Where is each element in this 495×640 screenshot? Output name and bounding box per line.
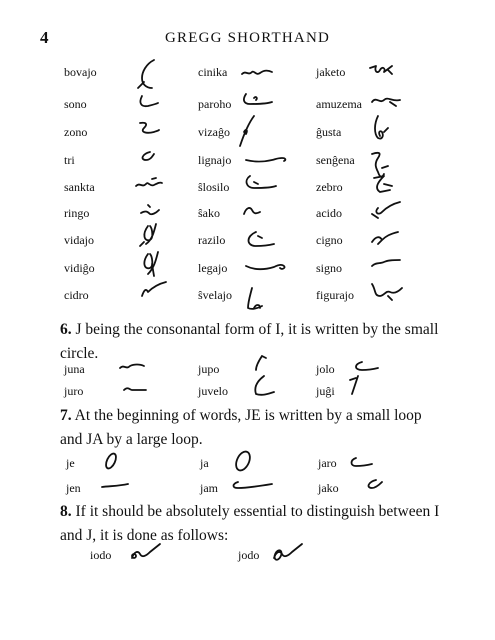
- word-jupo: jupo: [198, 362, 220, 376]
- word-cigno: cigno: [316, 233, 343, 247]
- shorthand-jodo: [270, 540, 304, 562]
- word-gusta: ĝusta: [316, 125, 342, 139]
- shorthand-jam: [230, 476, 274, 492]
- word-sako: ŝako: [198, 206, 220, 220]
- shorthand-cinika: [240, 64, 274, 80]
- shorthand-sako: [240, 200, 262, 218]
- shorthand-juna: [118, 358, 146, 374]
- shorthand-lignajo: [244, 150, 290, 166]
- word-figurajo: figurajo: [316, 288, 354, 302]
- shorthand-ringo: [138, 202, 162, 218]
- word-jodo: jodo: [238, 548, 260, 562]
- shorthand-legajo: [244, 256, 288, 276]
- shorthand-amuzema: [370, 92, 404, 110]
- word-cinika: cinika: [198, 65, 228, 79]
- shorthand-je: [102, 450, 120, 472]
- section-7-paragraph: [60, 404, 440, 452]
- shorthand-iodo: [128, 540, 162, 562]
- shorthand-slosilo: [240, 172, 280, 194]
- word-sengena: senĝena: [316, 153, 355, 167]
- running-head: GREGG SHORTHAND: [164, 30, 331, 46]
- word-jaro: jaro: [318, 456, 337, 470]
- word-sankta: sankta: [64, 180, 95, 194]
- shorthand-tri: [136, 148, 158, 164]
- shorthand-cigno: [370, 228, 400, 246]
- word-ja: ja: [200, 456, 209, 470]
- word-jam: jam: [200, 481, 218, 495]
- word-acido: acido: [316, 206, 342, 220]
- section-7-text: At the beginning of words, JE is written by a small loop and JA by a large loop.: [60, 407, 422, 448]
- word-zono: zono: [64, 125, 88, 139]
- word-jen: jen: [66, 481, 81, 495]
- shorthand-gusta: [370, 114, 392, 144]
- word-juro: juro: [64, 384, 84, 398]
- word-cidro: cidro: [64, 288, 89, 302]
- word-jolo: jolo: [316, 362, 335, 376]
- section-8-text: If it should be absolutely essential to distinguish between I and J, it is done as follows:: [60, 503, 440, 544]
- word-slosilo: ŝlosilo: [198, 180, 230, 194]
- shorthand-vidajo: [138, 222, 164, 250]
- word-razilo: razilo: [198, 233, 226, 247]
- section-6-text: J being the consonantal form of I, it is written by the small circle.: [60, 321, 439, 362]
- shorthand-zono: [136, 120, 162, 138]
- word-paroho: paroho: [198, 97, 232, 111]
- word-zebro: zebro: [316, 180, 343, 194]
- shorthand-jolo: [350, 358, 380, 374]
- shorthand-figurajo: [370, 280, 404, 302]
- shorthand-acido: [368, 200, 402, 220]
- word-bovajo: bovajo: [64, 65, 97, 79]
- shorthand-juvelo: [250, 374, 276, 398]
- word-vidajo: vidajo: [64, 233, 94, 247]
- word-jugi: juĝi: [316, 384, 335, 398]
- word-juvelo: juvelo: [198, 384, 228, 398]
- word-svelajo: ŝvelajo: [198, 288, 232, 302]
- shorthand-paroho: [240, 90, 274, 110]
- word-je: je: [66, 456, 75, 470]
- word-jako: jako: [318, 481, 339, 495]
- section-6-number: 6.: [60, 321, 72, 338]
- section-6-paragraph: [60, 318, 440, 366]
- word-legajo: legajo: [198, 261, 228, 275]
- word-amuzema: amuzema: [316, 97, 362, 111]
- shorthand-cidro: [138, 280, 170, 300]
- page-number: 4: [40, 28, 49, 47]
- word-ringo: ringo: [64, 206, 90, 220]
- shorthand-zebro: [370, 174, 396, 196]
- word-vizago: vizaĝo: [198, 125, 230, 139]
- shorthand-ja: [232, 448, 254, 474]
- shorthand-bovajo: [130, 58, 166, 92]
- shorthand-svelajo: [242, 286, 272, 314]
- word-signo: signo: [316, 261, 343, 275]
- word-jaketo: jaketo: [316, 65, 346, 79]
- word-tri: tri: [64, 153, 75, 167]
- shorthand-jako: [362, 476, 386, 492]
- shorthand-vizago: [236, 114, 260, 150]
- word-iodo: iodo: [90, 548, 112, 562]
- shorthand-jaro: [346, 454, 374, 470]
- section-7-number: 7.: [60, 407, 72, 424]
- shorthand-sono: [136, 94, 160, 110]
- shorthand-juro: [122, 380, 148, 396]
- word-vidigo: vidiĝo: [64, 261, 95, 275]
- shorthand-jupo: [252, 352, 270, 372]
- section-8-number: 8.: [60, 503, 72, 520]
- shorthand-sankta: [134, 176, 164, 192]
- word-juna: juna: [64, 362, 85, 376]
- word-sono: sono: [64, 97, 87, 111]
- shorthand-jugi: [346, 374, 364, 398]
- shorthand-jen: [100, 480, 130, 492]
- shorthand-jaketo: [368, 62, 396, 80]
- shorthand-signo: [370, 254, 402, 270]
- shorthand-vidigo: [138, 250, 164, 278]
- section-8-paragraph: [60, 500, 440, 548]
- shorthand-razilo: [242, 228, 276, 250]
- word-lignajo: lignajo: [198, 153, 232, 167]
